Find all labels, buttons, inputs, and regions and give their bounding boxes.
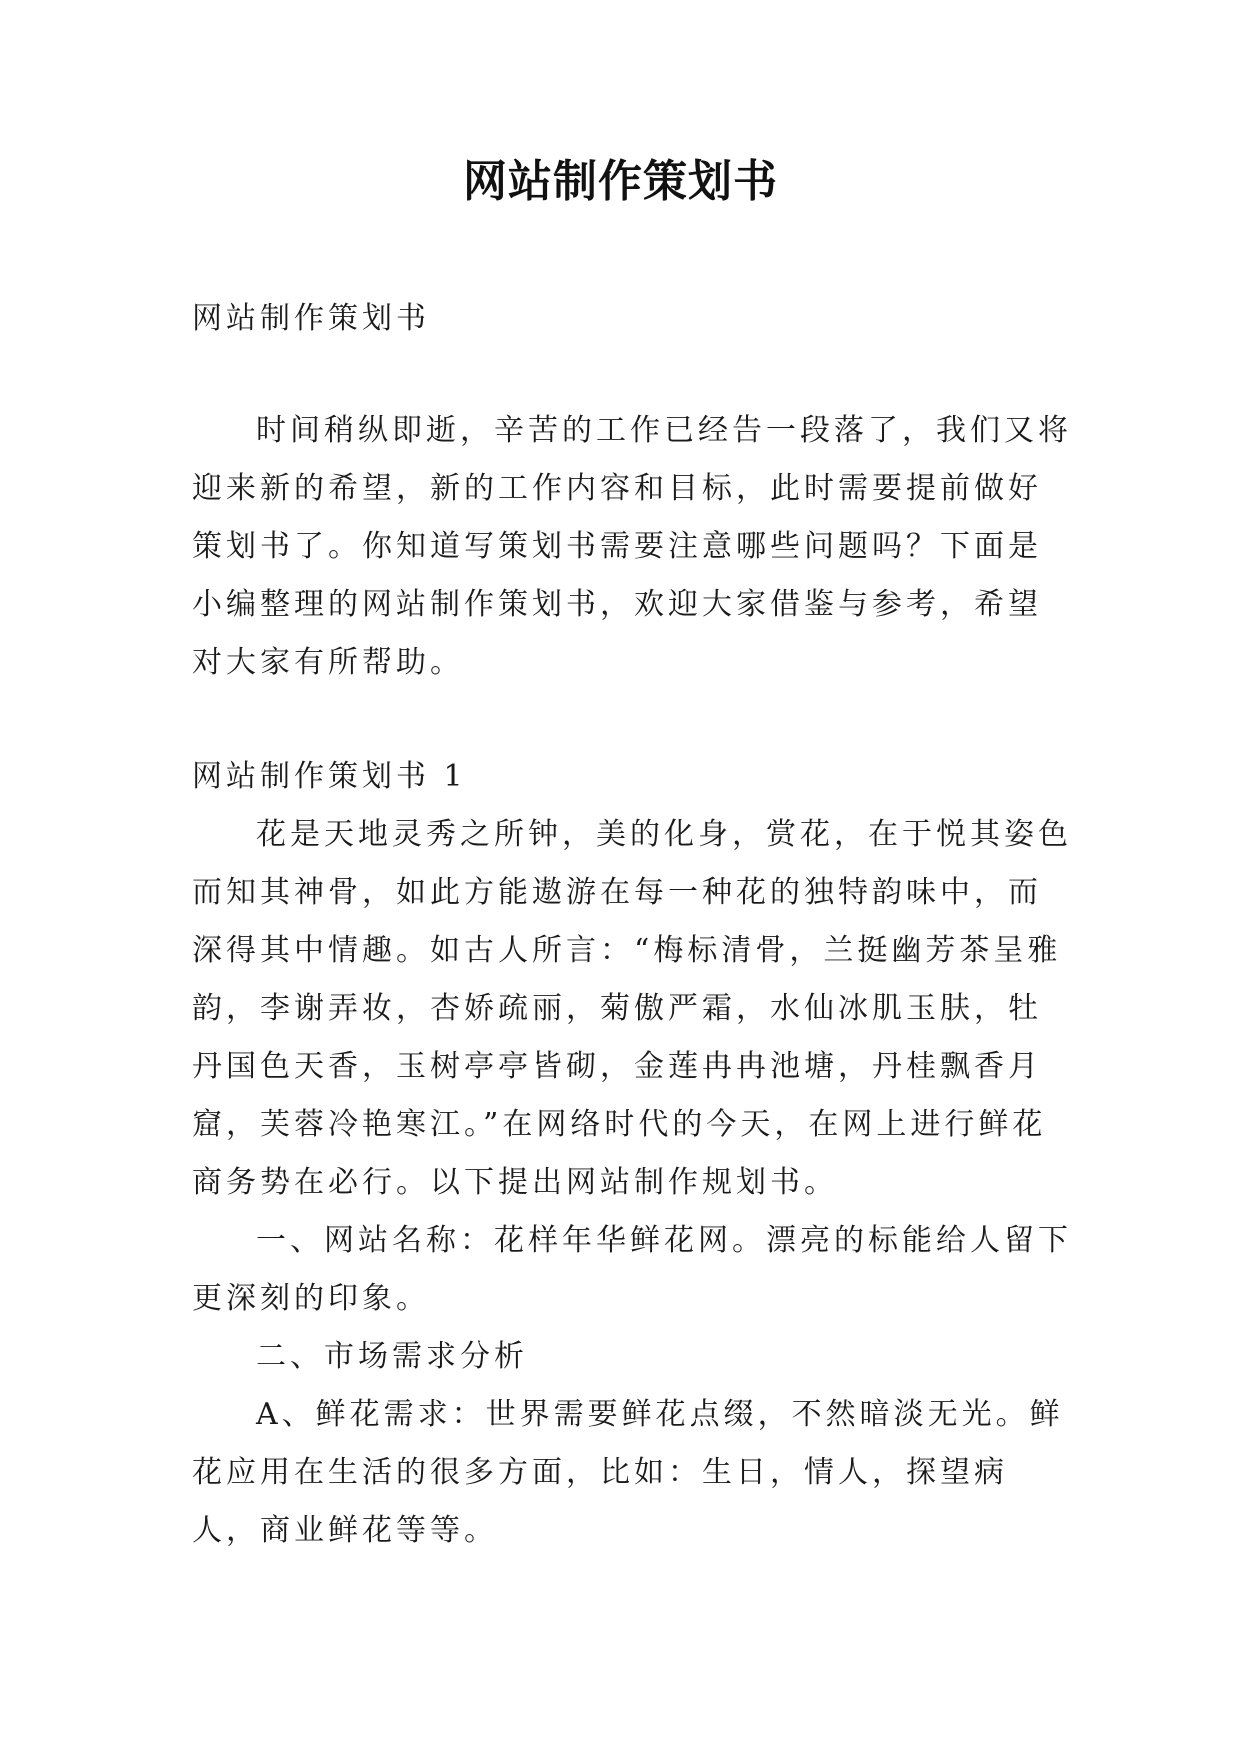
paragraph-flower-intro: 花是天地灵秀之所钟，美的化身，赏花，在于悦其姿色而知其神骨，如此方能遨游在每一种花的独特韵味中，而深得其中情趣。如古人所言：“梅标清骨，兰挺幽芳茶呈雅韵，李谢弄妆，杏娇疏丽，菊傲严霜，水仙冰肌玉肤，牡丹国色天香，玉树亭亭皆砌，金莲冉冉池塘，丹桂飘香月窟，芙蓉冷艳寒江。”在网络时代的今天，在网上进行鲜花商务势在必行。以下提出网站制作规划书。 xyxy=(192,817,1072,1200)
section-heading: 网站制作策划书 1 xyxy=(192,759,467,794)
document-title: 网站制作策划书 xyxy=(463,156,778,207)
intro-paragraph: 时间稍纵即逝，辛苦的工作已经告一段落了，我们又将迎来新的希望，新的工作内容和目标，此时需要提前做好策划书了。你知道写策划书需要注意哪些问题吗？下面是小编整理的网站制作策划书，欢迎大家借鉴与参考，希望对大家有所帮助。 xyxy=(192,413,1072,680)
paragraph-flower-demand: A、鲜花需求：世界需要鲜花点缀，不然暗淡无光。鲜花应用在生活的很多方面，比如：生日，情人，探望病人，商业鲜花等等。 xyxy=(192,1397,1064,1548)
section-body xyxy=(192,806,1072,1560)
paragraph-site-name: 一、网站名称：花样年华鲜花网。漂亮的标能给人留下更深刻的印象。 xyxy=(192,1223,1072,1316)
paragraph-market-analysis-heading: 二、市场需求分析 xyxy=(256,1339,528,1374)
document-subtitle: 网站制作策划书 xyxy=(192,301,430,336)
